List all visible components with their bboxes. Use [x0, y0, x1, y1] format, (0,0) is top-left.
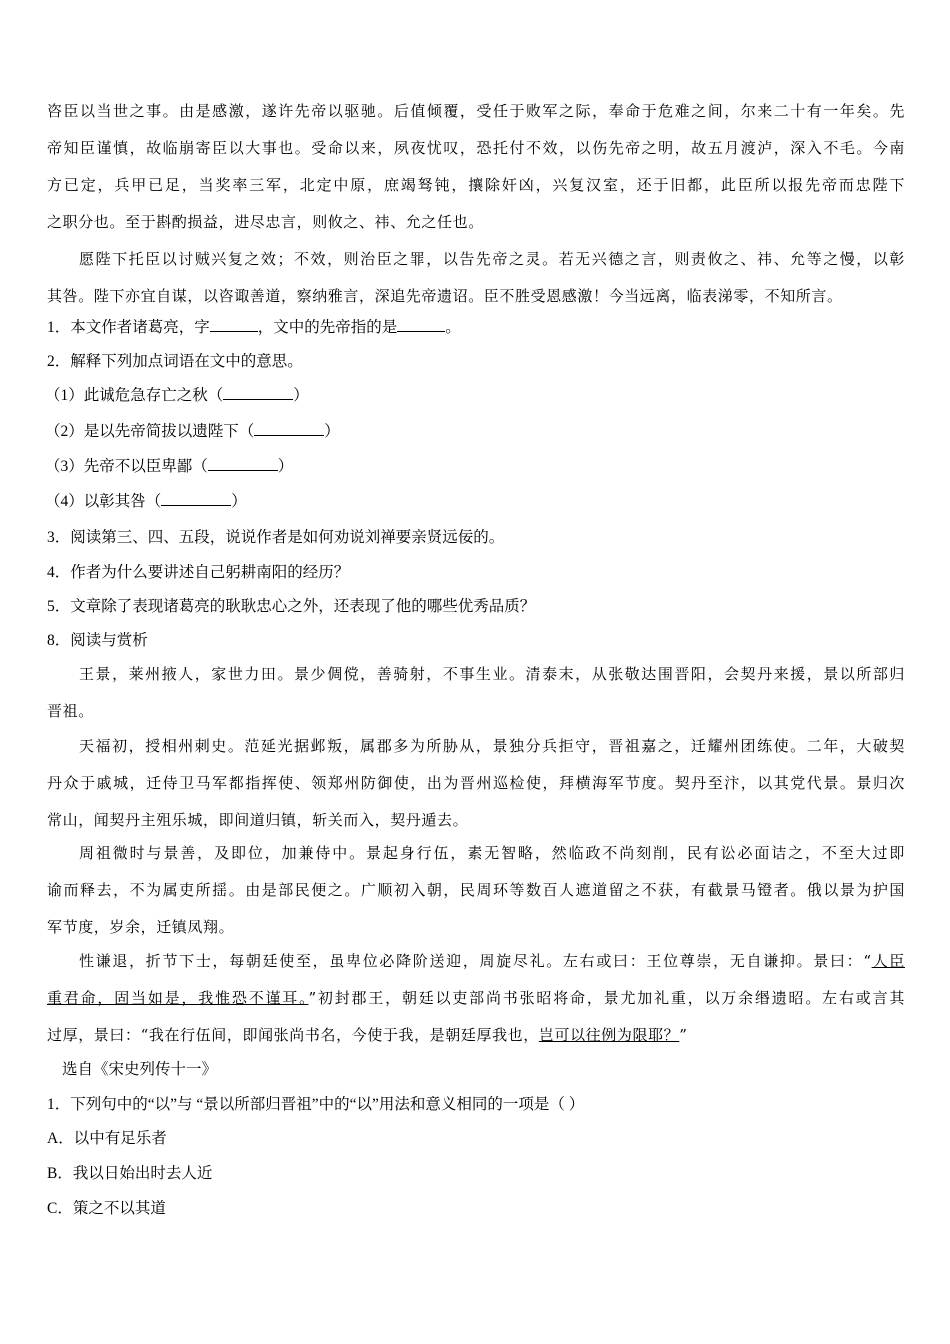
text-line: 过厚，景曰：“我在行伍间，即闻张尚书名，今使于我，是朝廷厚我也，岂可以往例为限耶？” [47, 1026, 688, 1044]
underlined-phrase: 重君命，固当如是，我惟恐不谨耳。 [47, 989, 309, 1007]
text-line: 谕而释去，不为属吏所揺。由是部民便之。广顺初入朝，民周环等数百人遮道留之不获，有截景马镫者。俄以景为护国 [47, 881, 905, 899]
text-line: 其咎。陛下亦宜自谋，以咨诹善道，察纳雅言，深追先帝遗诏。臣不胜受恩感激！今当远离，临表涕零，不知所言。 [47, 287, 843, 305]
answer-blank [397, 317, 445, 332]
question-2: 2．解释下列加点词语在文中的意思。 [47, 353, 303, 370]
answer-blank [223, 385, 293, 400]
section8-paragraph-3 [47, 835, 905, 946]
question-2-item-4: （4）以彰其咎（ ） [45, 493, 247, 510]
underlined-phrase: 岂可以往例为限耶？ [538, 1026, 680, 1044]
question-2-item-2: （2）是以先帝简拔以遗陛下（ ） [45, 423, 340, 440]
question-2-item-3: （3）先帝不以臣卑鄙（ ） [45, 458, 294, 475]
answer-blank [208, 456, 278, 471]
option-a: A．以中有足乐者 [47, 1130, 167, 1147]
text-line: 重君命，固当如是，我惟恐不谨耳。”初封郡王，朝廷以吏部尚书张昭将命，景尤加礼重，以万余缗遗昭。左右或言其 [47, 989, 905, 1007]
section8-question-1: 1．下列句中的“以”与 “景以所部归晋祖”中的“以”用法和意义相同的一项是（ ） [47, 1096, 585, 1113]
text-line: 王景，莱州掖人，家世力田。景少倜傥，善骑射，不事生业。清泰末，从张敬达围晋阳，会契丹来援，景以所部归 [79, 665, 905, 683]
text-line: 咨臣以当世之事。由是感激，遂许先帝以驱驰。后值倾覆，受任于败军之际，奉命于危难之间，尔来二十有一年矣。先 [47, 102, 905, 120]
section-8-heading: 8．阅读与赏析 [47, 632, 148, 649]
question-2-item-1: （1）此诚危急存亡之秋（ ） [45, 387, 309, 404]
text-line: 晋祖。 [47, 702, 94, 720]
answer-blank [161, 491, 231, 506]
text-line: 之职分也。至于斟酌损益，进尽忠言，则攸之、祎、允之任也。 [47, 213, 484, 231]
passage1-paragraph-2 [47, 241, 905, 315]
section8-paragraph-2 [47, 728, 905, 839]
option-c: C．策之不以其道 [47, 1200, 166, 1217]
text-line: 愿陛下托臣以讨贼兴复之效；不效，则治臣之罪，以告先帝之灵。若无兴德之言，则责攸之、祎、允等之慢，以彰 [79, 250, 905, 268]
passage1-paragraph-1 [47, 93, 905, 241]
underlined-phrase: 人臣 [871, 952, 905, 970]
option-b: B．我以日始出时去人近 [47, 1165, 213, 1182]
question-4: 4．作者为什么要讲述自己躬耕南阳的经历？ [47, 564, 350, 581]
question-3: 3．阅读第三、四、五段，说说作者是如何劝说刘禅要亲贤远佞的。 [47, 529, 505, 546]
source-citation: 选自《宋史列传十一》 [62, 1061, 218, 1078]
text-line: 性谦退，折节下士，每朝廷使至，虽卑位必降阶送迎，周旋尽礼。左右或曰：王位尊崇，无自谦抑。景曰：“人臣 [79, 952, 905, 970]
text-line: 军节度，岁余，迁镇凤翔。 [47, 918, 235, 936]
section8-paragraph-1 [47, 656, 905, 730]
text-line: 方已定，兵甲已足，当奖率三军，北定中原，庶竭驽钝，攘除奸凶，兴复汉室，还于旧都，此臣所以报先帝而忠陛下 [47, 176, 905, 194]
text-line: 丹众于戚城，迁侍卫马军都指挥使、领郑州防御使，出为晋州巡检使，拜横海军节度。契丹至汴，以其党代景。景归次 [47, 774, 905, 792]
question-1: 1．本文作者诸葛亮，字 ，文中的先帝指的是 。 [47, 319, 461, 336]
text-line: 常山，闻契丹主殂乐城，即间道归镇，斩关而入，契丹遁去。 [47, 811, 469, 829]
answer-blank [210, 317, 258, 332]
answer-blank [254, 421, 324, 436]
text-line: 天福初，授相州刺史。范延光据邺叛，属郡多为所胁从，景独分兵拒守，晋祖嘉之，迁耀州团练使。二年，大破契 [79, 737, 905, 755]
text-line: 周祖微时与景善，及即位，加兼侍中。景起身行伍，素无智略，然临政不尚刻削，民有讼必面诘之，不至大过即 [79, 844, 905, 862]
text-line: 帝知臣谨慎，故临崩寄臣以大事也。受命以来，夙夜忧叹，恐托付不效，以伤先帝之明，故五月渡泸，深入不毛。今南 [47, 139, 905, 157]
question-5: 5．文章除了表现诸葛亮的耿耿忠心之外，还表现了他的哪些优秀品质？ [47, 598, 536, 615]
section8-paragraph-4 [47, 943, 905, 1054]
